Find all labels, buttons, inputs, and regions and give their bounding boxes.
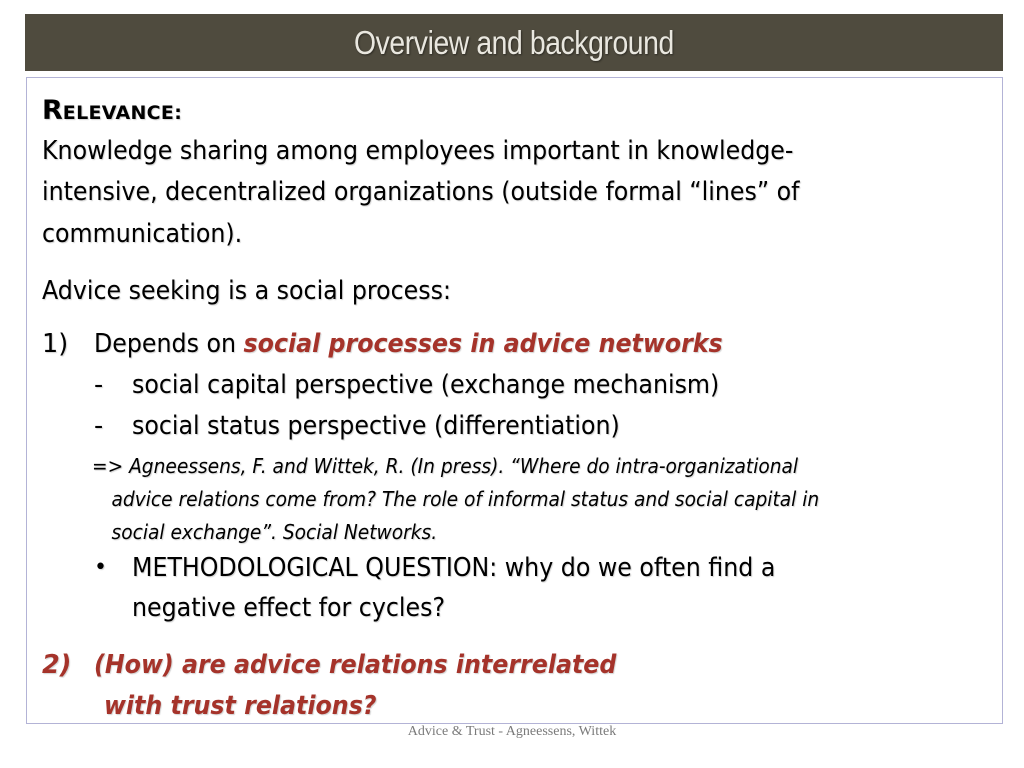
sub-item-2-marker: -	[94, 411, 104, 441]
point-2-line-1: (How) are advice relations interrelated	[94, 650, 617, 680]
slide-footer: Advice & Trust - Agneessens, Wittek	[407, 724, 617, 739]
point-2-line-2: with trust relations?	[104, 691, 377, 721]
citation-line-2: advice relations come from? The role of informal status and social capital in	[111, 487, 820, 511]
relevance-heading	[42, 94, 182, 130]
bullet-marker: •	[94, 555, 107, 580]
citation-line-3: social exchange”. Social Networks.	[111, 520, 438, 544]
relevance-line-3: communication).	[42, 219, 243, 249]
title-bar	[25, 14, 1003, 71]
heading-initial: R	[42, 95, 63, 126]
advice-intro: Advice seeking is a social process:	[42, 276, 451, 306]
relevance-line-1: Knowledge sharing among employees important in knowledge-	[42, 136, 794, 166]
point-1-text: Depends on social processes in advice networks	[94, 329, 723, 359]
sub-item-2-text: social status perspective (differentiation)	[132, 411, 620, 441]
sub-item-1-marker: -	[94, 370, 104, 400]
citation-line-1: => Agneessens, F. and Wittek, R. (In press). “Where do intra-organizational	[92, 454, 799, 478]
sub-item-1-text: social capital perspective (exchange mechanism)	[132, 370, 720, 400]
bullet-line-1: METHODOLOGICAL QUESTION: why do we often find a	[132, 553, 776, 583]
relevance-line-2: intensive, decentralized organizations (outside formal “lines” of	[42, 177, 800, 207]
slide-title: Overview and background	[354, 23, 674, 61]
citation	[92, 450, 929, 549]
heading-rest: ELEVANCE:	[62, 102, 183, 124]
point-1-highlight: social processes in advice networks	[243, 329, 723, 359]
bullet-line-2: negative effect for cycles?	[132, 593, 446, 623]
point-2-number: 2)	[42, 650, 72, 680]
methodological-bullet	[42, 551, 992, 631]
point-1-number: 1)	[42, 329, 69, 359]
